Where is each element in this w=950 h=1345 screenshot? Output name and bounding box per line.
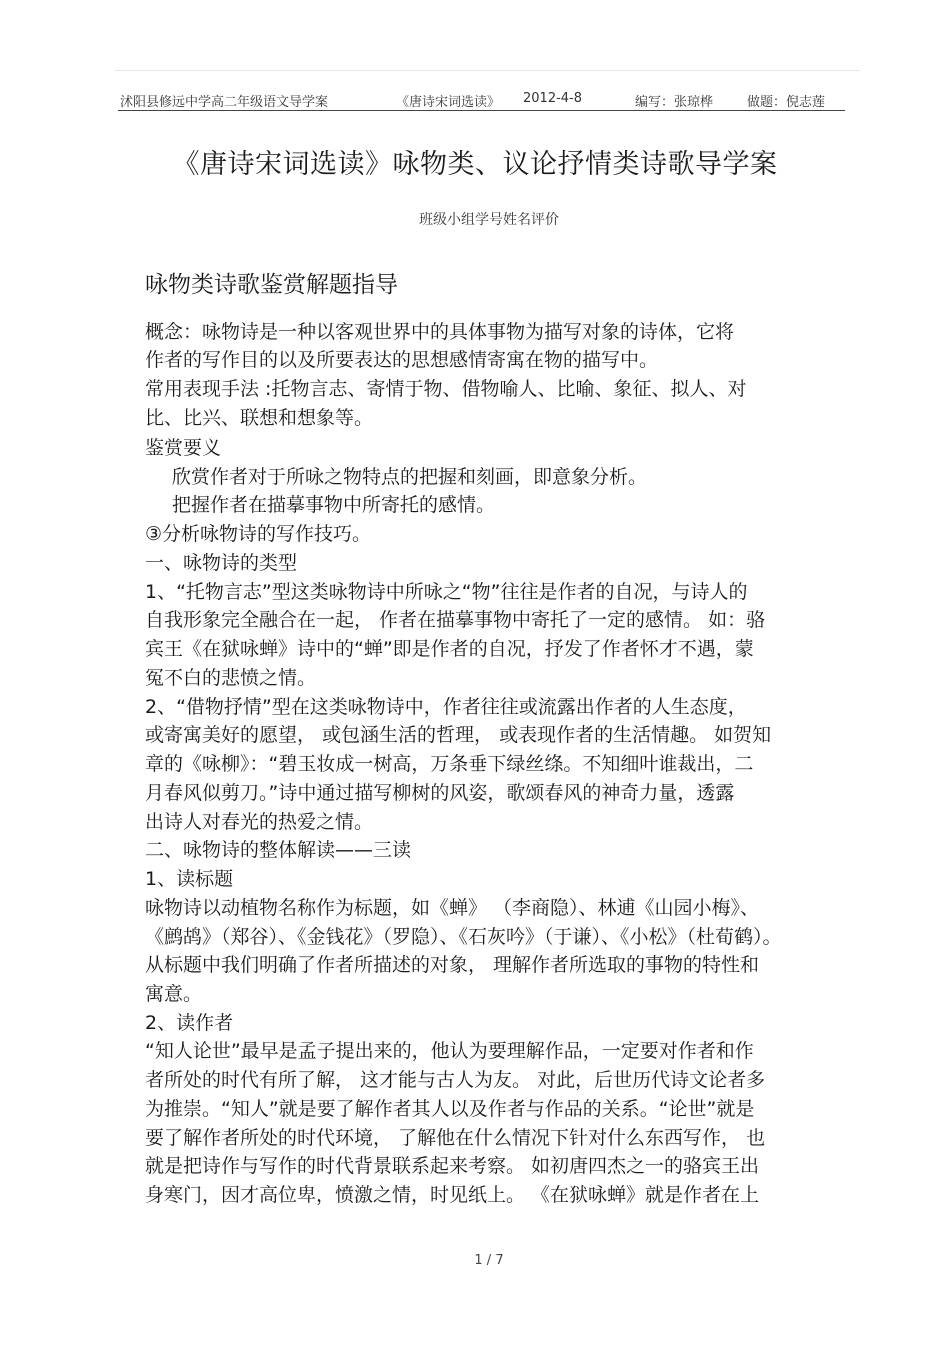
body-line: ③分析咏物诗的写作技巧。 <box>145 523 372 545</box>
body-line: 《鹧鸪》（郑谷）、《金钱花》（罗隐）、《石灰吟》（于谦）、《小松》（杜荀鹤）。 <box>145 926 782 948</box>
body-line: 要了解作者所处的时代环境， 了解他在什么情况下针对什么东西写作， 也 <box>145 1127 766 1149</box>
section-heading: 咏物类诗歌鉴赏解题指导 <box>145 272 398 298</box>
header-editor: 编写：张琼桦 <box>635 95 714 110</box>
body-line: 寓意。 <box>145 983 203 1005</box>
body-line: 者所处的时代有所了解， 这才能与古人为友。 对此，后世历代诗文论者多 <box>145 1069 766 1091</box>
body-line: 冤不白的悲愤之情。 <box>145 667 317 689</box>
body-line: 作者的写作目的以及所要表达的思想感情寄寓在物的描写中。 <box>145 349 659 371</box>
document-title: 《唐诗宋词选读》咏物类、议论抒情类诗歌导学案 <box>172 149 778 180</box>
body-line: 出诗人对春光的热爱之情。 <box>145 811 374 833</box>
body-line: 2、“借物抒情”型在这类咏物诗中，作者往往或流露出作者的人生态度， <box>145 696 747 718</box>
body-line: 从标题中我们明确了作者所描述的对象， 理解作者所选取的事物的特性和 <box>145 954 760 976</box>
body-line: 比、比兴、联想和想象等。 <box>145 407 374 429</box>
body-line: 身寒门，因才高位卑，愤激之情，时见纸上。 《在狱咏蝉》就是作者在上 <box>145 1184 760 1206</box>
body-line: 二、咏物诗的整体解读——三读 <box>145 839 412 861</box>
body-line: 自我形象完全融合在一起， 作者在描摹事物中寄托了一定的感情。 如：骆 <box>145 609 766 631</box>
body-line: 或寄寓美好的愿望， 或包涵生活的哲理， 或表现作者的生活情趣。 如贺知 <box>145 724 772 746</box>
header-book: 《唐诗宋词选读》 <box>396 95 501 110</box>
body-line: 1、“托物言志”型这类咏物诗中所咏之“物”往往是作者的自况，与诗人的 <box>145 581 748 603</box>
body-line: 1、读标题 <box>145 868 234 890</box>
body-line: 鉴赏要义 <box>145 437 222 459</box>
body-line: 欣赏作者对于所咏之物特点的把握和刻画，即意象分析。 <box>172 466 648 488</box>
body-line: 宾王《在狱咏蝉》诗中的“蝉”即是作者的自况，抒发了作者怀才不遇，蒙 <box>145 638 754 660</box>
body-line: 概念：咏物诗是一种以客观世界中的具体事物为描写对象的诗体，它将 <box>145 321 735 343</box>
body-line: 2、读作者 <box>145 1012 234 1034</box>
page-number: 1 / 7 <box>474 1253 504 1268</box>
student-info-line: 班级小组学号姓名评价 <box>419 212 559 228</box>
header-date: 2012-4-8 <box>523 91 583 106</box>
body-line: 章的《咏柳》：“碧玉妆成一树高，万条垂下绿丝绦。不知细叶谁裁出，二 <box>145 753 754 775</box>
header-school: 沭阳县修远中学高二年级语文导学案 <box>120 95 329 110</box>
body-line: 为推崇。“知人”就是要了解作者其人以及作者与作品的关系。“论世”就是 <box>145 1098 755 1120</box>
body-line: 咏物诗以动植物名称作为标题，如《蝉》 （李商隐）、林逋《山园小梅》、 <box>145 897 760 919</box>
body-line: 就是把诗作与写作的时代背景联系起来考察。 如初唐四杰之一的骆宾王出 <box>145 1155 760 1177</box>
body-line: 一、咏物诗的类型 <box>145 552 298 574</box>
header-maker: 做题：倪志莲 <box>747 95 826 110</box>
body-line: 把握作者在描摹事物中所寄托的感情。 <box>172 494 496 516</box>
body-line: 月春风似剪刀。”诗中通过描写柳树的风姿，歌颂春风的神奇力量，透露 <box>145 782 735 804</box>
body-line: “知人论世”最早是孟子提出来的，他认为要理解作品，一定要对作者和作 <box>145 1040 754 1062</box>
body-line: 常用表现手法 :托物言志、寄情于物、借物喻人、比喻、象征、拟人、对 <box>145 378 747 400</box>
